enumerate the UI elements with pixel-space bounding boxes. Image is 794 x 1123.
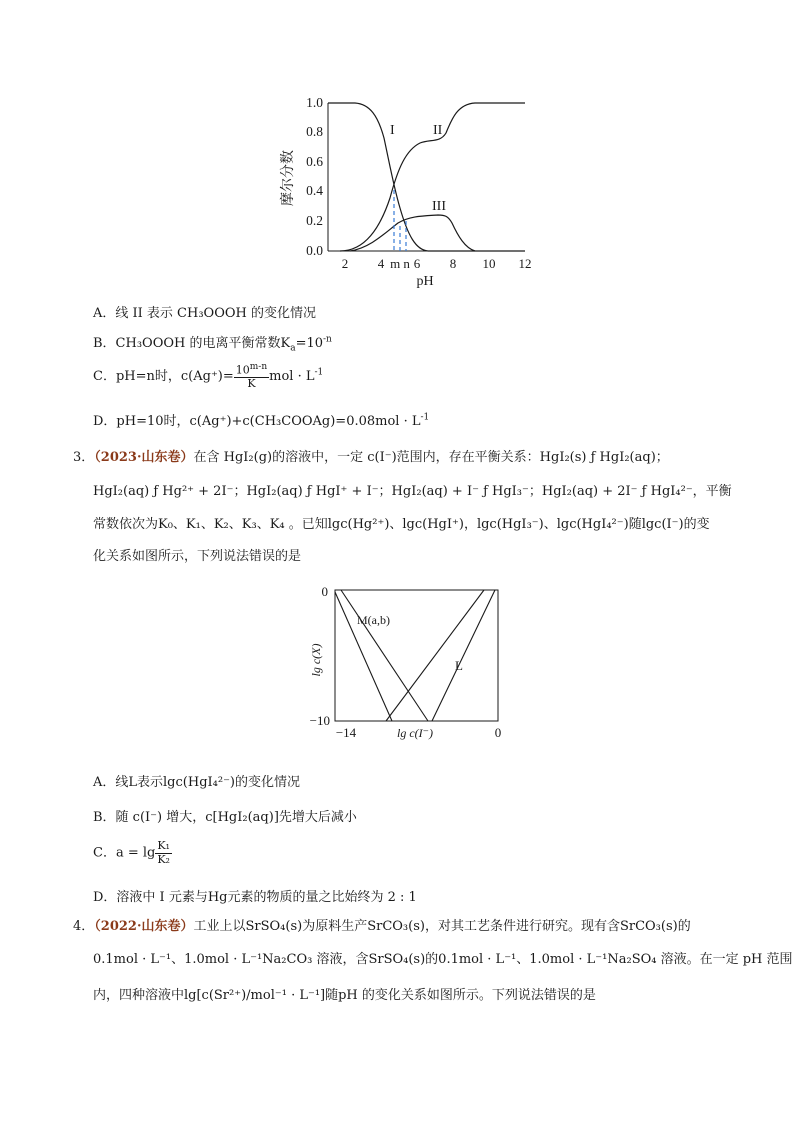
y-tick-label: 0.8 xyxy=(306,124,323,139)
fraction-denominator: K xyxy=(247,377,256,391)
lgc-chart xyxy=(300,582,515,744)
fraction xyxy=(234,362,269,391)
x-axis-label: pH xyxy=(416,274,434,289)
q4-stem-line-1 xyxy=(73,915,691,934)
curve-iii xyxy=(350,215,475,251)
q3-stem-line-4: 化关系如图所示，下列说法错误的是 xyxy=(93,549,302,564)
x-left-label: −14 xyxy=(335,725,357,740)
x-tick-label: 2 xyxy=(341,256,349,271)
line-L xyxy=(432,590,495,721)
exponent: -1 xyxy=(314,367,324,378)
line-hgi3-minus xyxy=(386,590,484,721)
x-axis-label: lg c(I⁻) xyxy=(397,726,433,740)
point-m-label: M(a,b) xyxy=(357,613,390,627)
unit: mol · L xyxy=(269,368,315,384)
x-tick-label: 8 xyxy=(449,256,457,271)
q4-stem-line-3: 内，四种溶液中lg[c(Sr²⁺)/mol⁻¹ · L⁻¹]随pH 的变化关系如图所示。下列说法错误的是 xyxy=(93,988,596,1003)
y-tick-label: 0.4 xyxy=(306,183,323,198)
q3-option-d: D．溶液中 I 元素与Hg元素的物质的量之比始终为 2 : 1 xyxy=(93,890,417,905)
x-tick-label: 6 xyxy=(413,256,421,271)
y-bottom-label: −10 xyxy=(309,713,330,728)
y-tick-label: 0.2 xyxy=(306,213,323,228)
curve-i xyxy=(328,103,525,251)
fraction xyxy=(155,840,172,866)
x-right-label: 0 xyxy=(494,725,502,740)
q3-stem-line-3: 常数依次为K₀、K₁、K₂、K₃、K₄ 。已知lgc(Hg²⁺)、lgc(HgI⁺)，lgc(HgI₃⁻)、lgc(HgI₄²⁻)随lgc(I⁻)的变 xyxy=(93,517,710,532)
q2-option-c-prefix: C．pH=n时，c xyxy=(93,368,189,384)
fraction-numerator: 10 xyxy=(235,363,250,377)
q3-option-a: A．线L表示lgc(HgI₄²⁻)的变化情况 xyxy=(93,775,301,790)
curve-label-ii: II xyxy=(433,123,443,138)
line-hg2plus xyxy=(335,592,392,721)
q2-option-a xyxy=(93,302,316,321)
curve-label-iii: III xyxy=(432,199,446,214)
q2-option-d-text: D．pH=10时，c(Ag⁺)+c(CH₃COOAg)=0.08mol · L xyxy=(93,414,421,429)
q4-stem-line-2: 0.1mol · L⁻¹、1.0mol · L⁻¹Na₂CO₃ 溶液，含SrSO₄(s)的0.1mol · L⁻¹、1.0mol · L⁻¹Na₂SO₄ 溶液。在一定 pH 范围 xyxy=(93,952,793,967)
curve-label-i: I xyxy=(390,123,395,138)
x-tick-label: 10 xyxy=(482,256,496,271)
q3-stem-text: 在含 HgI₂(g)的溶液中，一定 c(I⁻)范围内，存在平衡关系：HgI₂(s) ƒ HgI₂(aq)； xyxy=(193,450,669,465)
q2-option-b-value: =10 xyxy=(295,336,324,351)
plot-frame xyxy=(335,590,498,721)
q2-option-d xyxy=(93,410,429,429)
exponent: m-n xyxy=(249,362,268,372)
fraction-numerator: K₁ xyxy=(157,839,170,852)
q3-option-c xyxy=(93,840,172,866)
line-l-label: L xyxy=(455,658,463,673)
q2-option-c xyxy=(93,362,323,391)
exponent: -n xyxy=(323,334,332,345)
q3-option-b: B．随 c(I⁻) 增大，c[HgI₂(aq)]先增大后减小 xyxy=(93,810,357,825)
q2-option-c-ag: (Ag⁺)= xyxy=(188,368,234,384)
q2-option-b xyxy=(93,332,332,354)
question-number: 3． xyxy=(73,450,95,465)
mn-label: m n xyxy=(390,256,410,271)
y-axis-label: lg c(X) xyxy=(309,643,323,677)
y-tick-label: 0.6 xyxy=(306,154,323,169)
y-axis-label: 摩尔分数 xyxy=(281,150,296,206)
question-source: （2022·山东卷） xyxy=(94,919,194,934)
x-tick-label: 4 xyxy=(377,256,385,271)
y-tick-label: 0.0 xyxy=(306,243,323,258)
exponent: -1 xyxy=(420,412,430,423)
q3-option-c-prefix: C．a = lg xyxy=(93,845,156,861)
line-hgi-plus xyxy=(341,590,428,721)
q3-stem-line-1 xyxy=(73,446,669,465)
y-top-label: 0 xyxy=(321,584,328,599)
q2-option-b-text: B．CH₃OOOH 的电离平衡常数K xyxy=(93,336,291,351)
q4-stem-text: 工业上以SrSO₄(s)为原料生产SrCO₃(s)，对其工艺条件进行研究。现有含SrCO₃(s)的 xyxy=(193,919,691,934)
question-source: （2023·山东卷） xyxy=(94,450,194,465)
x-tick-label: 12 xyxy=(518,256,532,271)
question-number: 4． xyxy=(73,919,95,934)
q2-option-a-text: A．线 II 表示 CH₃OOOH 的变化情况 xyxy=(93,306,316,321)
y-tick-labels xyxy=(306,95,323,258)
mole-fraction-chart xyxy=(270,88,540,293)
y-tick-label: 1.0 xyxy=(306,95,323,110)
ka-subscript: a xyxy=(290,343,296,354)
fraction-denominator: K₂ xyxy=(157,852,170,866)
q3-stem-line-2: HgI₂(aq) ƒ Hg²⁺ + 2I⁻；HgI₂(aq) ƒ HgI⁺ + I⁻；HgI₂(aq) + I⁻ ƒ HgI₃⁻；HgI₂(aq) + 2I⁻ ƒ HgI₄²⁻，平衡 xyxy=(93,484,732,499)
